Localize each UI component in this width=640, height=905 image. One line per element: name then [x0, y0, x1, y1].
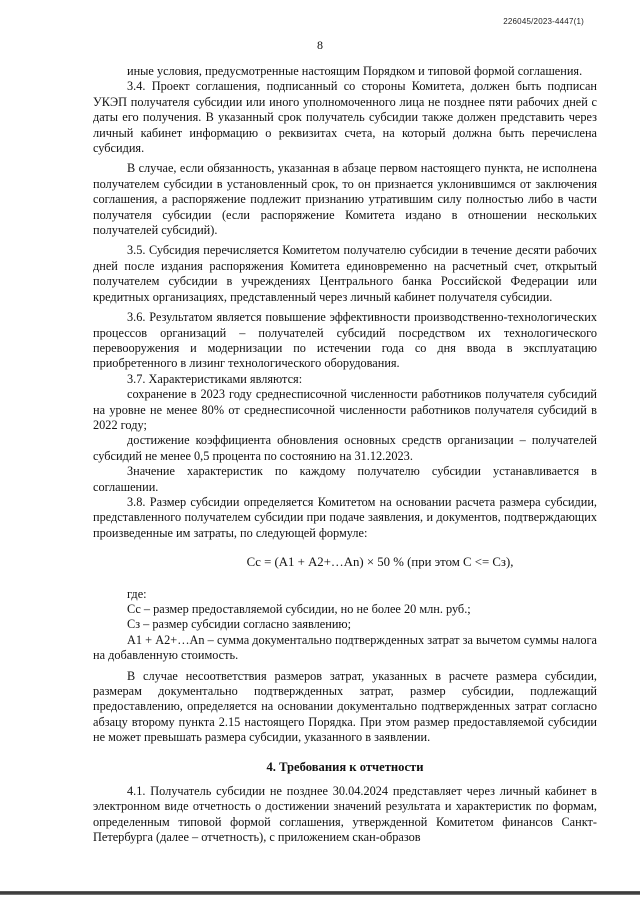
paragraph-renewal-ratio: достижение коэффициента обновления основных средств организации – получателей субсидий не менее 0,5 процента по состоянию на 31.12.2023.: [93, 433, 597, 463]
paragraph-headcount: сохранение в 2023 году среднесписочной численности работников получателя субсидий на уровне не менее 80% от среднесписочной численности работников получателя субсидий в 2022 году;: [93, 387, 597, 432]
subsidy-formula: Сс = (А1 + А2+…Аn) × 50 % (при этом С <= Сз),: [246, 555, 514, 570]
section-heading: 4. Требования к отчетности: [266, 759, 424, 774]
formula-where: где:: [127, 586, 147, 601]
page-number: 8: [317, 38, 323, 52]
paragraph-evasion: В случае, если обязанность, указанная в абзаце первом настоящего пункта, не исполнена получателем субсидии в установленный срок, то он признается уклонившимся от заключения соглашения, а распоряжение подлежит признанию утратившим силу полностью либо в части получателя субсидии (если распоряжение Комитета издано в отношении нескольких получателей субсидий).: [93, 161, 597, 238]
document-body: [93, 64, 597, 846]
paragraph-values: Значение характеристик по каждому получателю субсидии устанавливается в соглашении.: [93, 464, 597, 494]
definition-cc: Сс – размер предоставляемой субсидии, но не более 20 млн. руб.;: [127, 602, 471, 616]
paragraph-3-4: 3.4. Проект соглашения, подписанный со стороны Комитета, должен быть подписан УКЭП получателя субсидии или иного уполномоченного лица не позднее пяти рабочих дней с даты его получения. В указанный срок получатель субсидии также должен представить через личный кабинет информацию о реквизитах счета, на который должна быть перечислена субсидия.: [93, 79, 597, 156]
paragraph-4-1: 4.1. Получатель субсидии не позднее 30.04.2024 представляет через личный кабинет в электронном виде отчетность о достижении значений результата и характеристик по формам, определенным типовой формой соглашения, утвержденной Комитетом финансов Санкт-Петербурга (далее – отчетность), с приложением скан-образов: [93, 784, 597, 845]
paragraph-3-8: 3.8. Размер субсидии определяется Комитетом на основании расчета размера субсидии, представленного получателем субсидии при подаче заявления, и документов, подтверждающих произведенные им затраты, по следующей формуле:: [93, 494, 597, 540]
paragraph-3-6: 3.6. Результатом является повышение эффективности производственно-технологических процессов организаций – получателей субсидий посредством их технологического перевооружения и модернизации по истечении года со дня ввода в эксплуатацию приобретенного в лизинг технологического оборудования.: [93, 310, 597, 371]
paragraph-mismatch: В случае несоответствия размеров затрат, указанных в расчете размера субсидии, размерам документально подтвержденных затрат, размер субсидии, подлежащий предоставлению, определяется на основании документально подтвержденных затрат согласно абзацу второму пункта 2.15 настоящего Порядка. При этом размер предоставляемой субсидии не может превышать размера субсидии, указанного в заявлении.: [93, 668, 597, 745]
page-bottom-edge: [0, 891, 640, 895]
document-id: 226045/2023-4447(1): [503, 17, 584, 26]
definition-sum-costs: А1 + А2+…Аn – сумма документально подтвержденных затрат за вычетом суммы налога на добавленную стоимость.: [93, 632, 597, 663]
definition-cz: Сз – размер субсидии согласно заявлению;: [127, 617, 352, 632]
paragraph-other-conditions: иные условия, предусмотренные настоящим Порядком и типовой формой соглашения.: [127, 64, 583, 78]
paragraph-3-7: 3.7. Характеристиками являются:: [127, 371, 303, 386]
paragraph-3-5: 3.5. Субсидия перечисляется Комитетом получателю субсидии в течение десяти рабочих дней после издания распоряжения Комитета единовременно на расчетный счет, открытый получателем субсидии в учреждениях Центрального банка Российской Федерации или кредитных организациях, представленный через личный кабинет получателя субсидии.: [93, 243, 597, 304]
